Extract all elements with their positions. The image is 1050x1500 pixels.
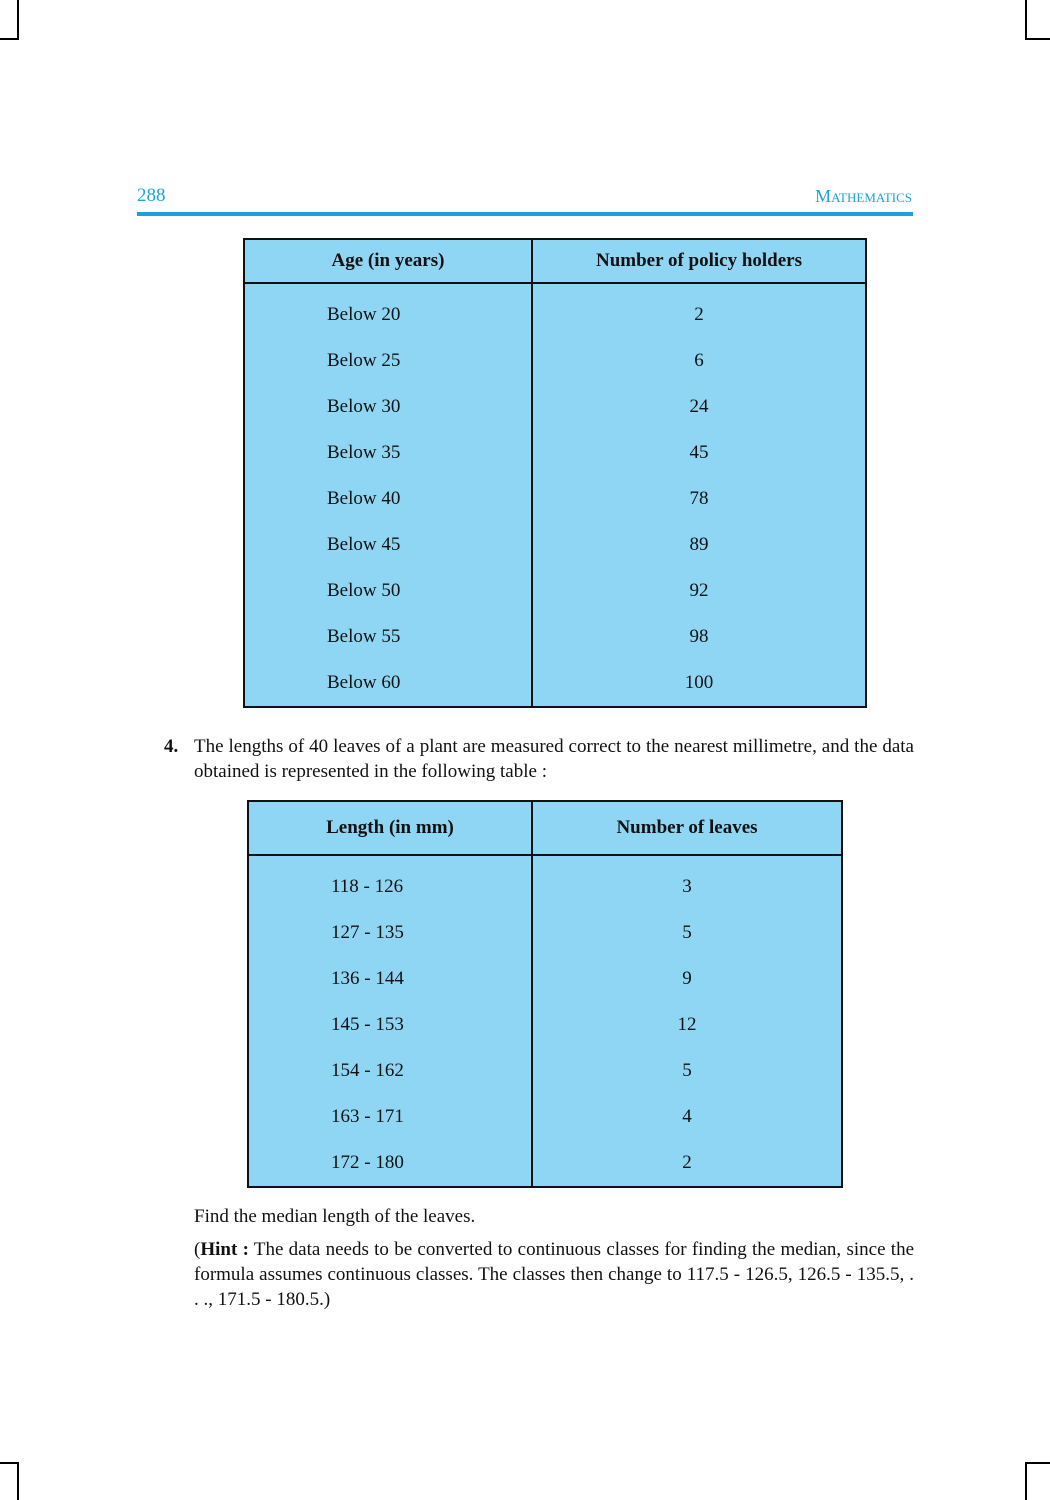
table-cell-age: Below 20 (244, 283, 532, 338)
table-row (248, 855, 842, 910)
column-header-length: Length (in mm) (248, 801, 532, 855)
table-header-row (244, 239, 866, 283)
page-number: 288 (137, 185, 166, 206)
crop-mark-bottom-left (17, 1462, 19, 1500)
column-header-policy-holders: Number of policy holders (532, 239, 866, 283)
table-cell-age: Below 30 (244, 384, 532, 430)
table-cell-count: 9 (532, 956, 842, 1002)
table-row (244, 338, 866, 384)
policy-holders-table (243, 238, 867, 708)
crop-mark-top-right (1025, 0, 1027, 40)
table-cell-age: Below 60 (244, 660, 532, 707)
table-cell-length: 136 - 144 (248, 956, 532, 1002)
hint-text: The data needs to be converted to continuous classes for finding the median, since the formula assumes continuous classes. The classes then change to 117.5 - 126.5, 126.5 - 135.5, . . ., 171.5 - 180.5.) (194, 1239, 915, 1310)
table-cell-count: 89 (532, 522, 866, 568)
table-cell-count: 5 (532, 910, 842, 956)
leaf-length-table (247, 800, 843, 1188)
running-head: Mathematics (815, 186, 912, 206)
table-cell-length: 163 - 171 (248, 1094, 532, 1140)
table-row (244, 283, 866, 338)
table-cell-age: Below 55 (244, 614, 532, 660)
question-number: 4. (164, 736, 179, 757)
table-cell-count: 5 (532, 1048, 842, 1094)
table-cell-age: Below 25 (244, 338, 532, 384)
table-cell-count: 45 (532, 430, 866, 476)
hint-paragraph (194, 1237, 914, 1312)
table-row (244, 476, 866, 522)
crop-mark-top-left-h (0, 38, 19, 40)
table-row (244, 430, 866, 476)
table-cell-count: 100 (532, 660, 866, 707)
table-row (248, 1094, 842, 1140)
question-4 (164, 734, 914, 784)
table-cell-count: 12 (532, 1002, 842, 1048)
table-row (244, 614, 866, 660)
table-cell-count: 92 (532, 568, 866, 614)
column-header-age: Age (in years) (244, 239, 532, 283)
table-cell-length: 118 - 126 (248, 855, 532, 910)
question-text: The lengths of 40 leaves of a plant are measured correct to the nearest millimetre, and the data obtained is represented in the following table : (194, 736, 914, 782)
table-cell-count: 3 (532, 855, 842, 910)
table-row (244, 384, 866, 430)
table-cell-age: Below 40 (244, 476, 532, 522)
table-row (248, 910, 842, 956)
crop-mark-top-right-h (1025, 38, 1050, 40)
table-cell-age: Below 45 (244, 522, 532, 568)
table-row (244, 660, 866, 707)
table-row (244, 568, 866, 614)
hint-label: Hint : (200, 1239, 249, 1260)
table-cell-age: Below 50 (244, 568, 532, 614)
table-header-row (248, 801, 842, 855)
table-row (248, 1002, 842, 1048)
table-cell-count: 2 (532, 1140, 842, 1187)
table-row (244, 522, 866, 568)
table-cell-length: 127 - 135 (248, 910, 532, 956)
crop-mark-bottom-right (1025, 1462, 1027, 1500)
crop-mark-bottom-right-h (1025, 1462, 1050, 1464)
table-cell-count: 98 (532, 614, 866, 660)
table-row (248, 956, 842, 1002)
table-row (248, 1048, 842, 1094)
crop-mark-top-left (17, 0, 19, 40)
followup-question: Find the median length of the leaves. (194, 1206, 476, 1227)
crop-mark-bottom-left-h (0, 1462, 19, 1464)
table-cell-count: 2 (532, 283, 866, 338)
table-cell-length: 172 - 180 (248, 1140, 532, 1187)
hint-open-paren: ( (194, 1239, 201, 1260)
header-rule (137, 212, 913, 216)
table-cell-count: 4 (532, 1094, 842, 1140)
table-row (248, 1140, 842, 1187)
table-cell-count: 78 (532, 476, 866, 522)
table-cell-length: 145 - 153 (248, 1002, 532, 1048)
table-cell-length: 154 - 162 (248, 1048, 532, 1094)
column-header-leaves: Number of leaves (532, 801, 842, 855)
table-cell-age: Below 35 (244, 430, 532, 476)
table-cell-count: 24 (532, 384, 866, 430)
table-cell-count: 6 (532, 338, 866, 384)
